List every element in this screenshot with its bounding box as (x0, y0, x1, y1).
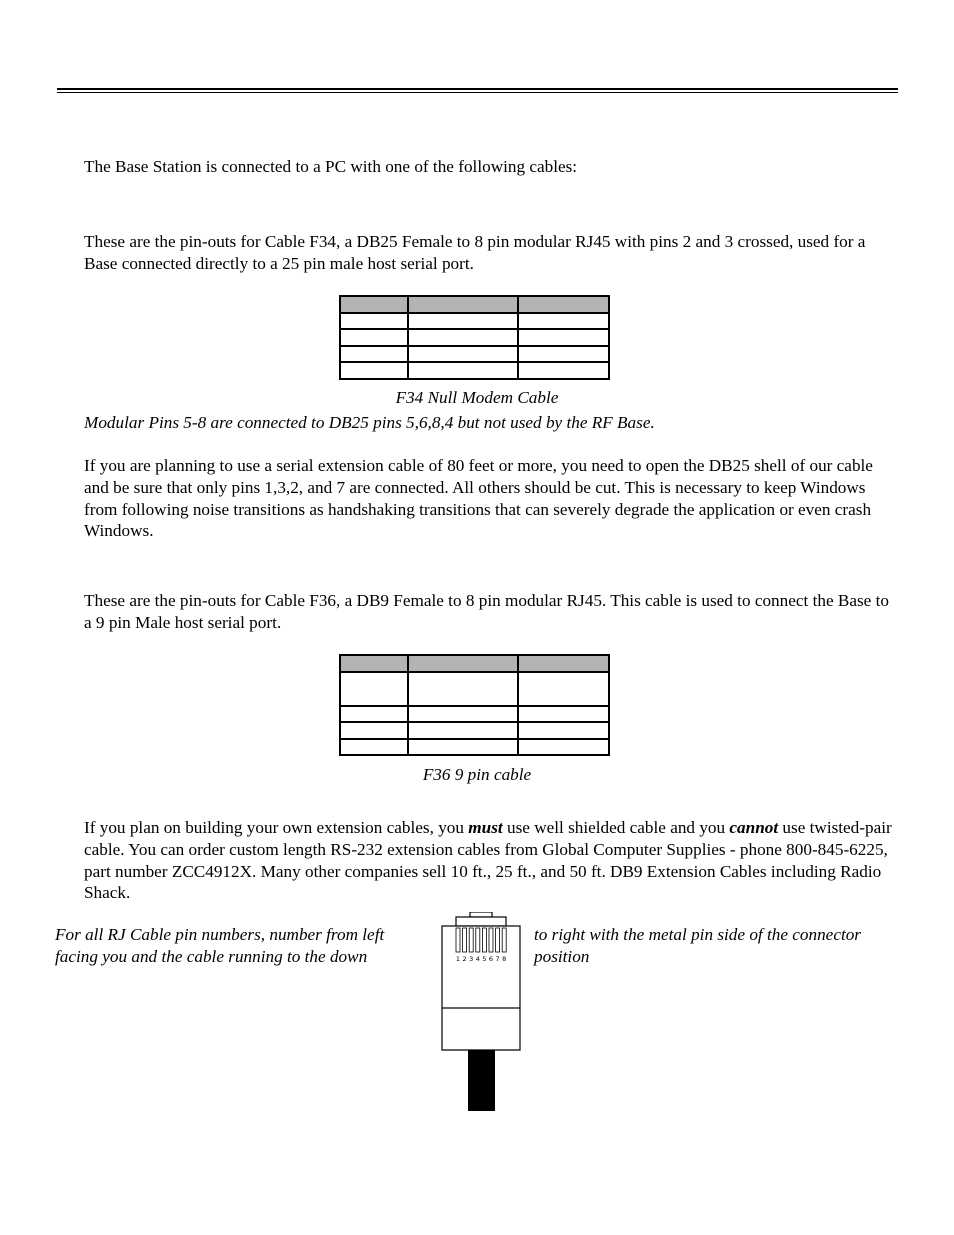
pin-number-label: 7 (495, 955, 500, 963)
table-header-row (340, 296, 609, 313)
pin-contact (496, 928, 500, 952)
must-emphasis: must (468, 818, 503, 837)
cable (468, 1050, 495, 1111)
table-header-row (340, 655, 609, 672)
table-row (340, 313, 609, 330)
build-note (84, 817, 900, 904)
rj45-connector-diagram (438, 912, 524, 1112)
pin-number-label: 3 (469, 955, 474, 963)
f34-pin-table (339, 295, 610, 380)
table-row (340, 672, 609, 706)
f36-intro-text: These are the pin-outs for Cable F36, a DB9 Female to 8 pin modular RJ45. This cable is used to connect the Base to a 9 pin Male host serial port. (84, 591, 889, 632)
pin-number-label: 8 (502, 955, 507, 963)
table-row (340, 329, 609, 346)
pin-number-label: 1 (455, 955, 461, 963)
build-text-3: use twisted-pair cable. You can order custom length RS-232 extension cables from Global Computer Supplies - phone 800-845-6225, part number ZCC4912X. Many other companies sell 10 ft., 25 ft., and 50 ft. DB9 Extension Cables including Radio Shack. (84, 818, 892, 903)
connector-boot (442, 1008, 520, 1050)
table-row (340, 346, 609, 363)
table-row (340, 362, 609, 379)
connector-clip-base (456, 917, 506, 926)
pin-contact (502, 928, 506, 952)
extension-note: If you are planning to use a serial extension cable of 80 feet or more, you need to open the DB25 shell of our cable and be sure that only pins 1,3,2, and 7 are connected. All others should be cut. This is necessary to keep Windows from following noise transitions as handshaking transitions that can severely degrade the application or even crash Windows. (84, 456, 873, 541)
pin-contact (476, 928, 480, 952)
connector-clip-top (470, 912, 492, 917)
rj-note-left: For all RJ Cable pin numbers, number from left facing you and the cable running to the down (55, 925, 385, 966)
header-rule (57, 88, 898, 93)
table-row (340, 706, 609, 723)
table-row (340, 722, 609, 739)
table-row (340, 739, 609, 756)
f36-caption: F36 9 pin cable (422, 765, 532, 784)
pin-contact (469, 928, 473, 952)
pin-contact (482, 928, 486, 952)
cannot-emphasis: cannot (729, 818, 779, 837)
pin-contact (456, 928, 460, 952)
pin-number-label: 4 (475, 955, 480, 963)
pin-contact (463, 928, 467, 952)
f34-note: Modular Pins 5-8 are connected to DB25 pins 5,6,8,4 but not used by the RF Base. (84, 413, 655, 432)
connector-body (442, 926, 520, 1008)
intro-text: The Base Station is connected to a PC with one of the following cables: (84, 157, 578, 176)
f36-pin-table (339, 654, 610, 756)
f34-intro-text: These are the pin-outs for Cable F34, a DB25 Female to 8 pin modular RJ45 with pins 2 and 3 crossed, used for a Base connected directly to a 25 pin male host serial port. (84, 232, 866, 273)
build-text-1: If you plan on building your own extension cables, you (84, 818, 469, 837)
pin-number-label: 5 (482, 955, 487, 963)
build-text-2: use well shielded cable and you (502, 818, 730, 837)
pin-contact (489, 928, 493, 952)
rj-note-right: to right with the metal pin side of the connector position (534, 925, 861, 966)
f34-caption: F34 Null Modem Cable (395, 388, 559, 407)
pin-number-label: 6 (488, 955, 494, 963)
pin-number-label: 2 (462, 955, 467, 963)
